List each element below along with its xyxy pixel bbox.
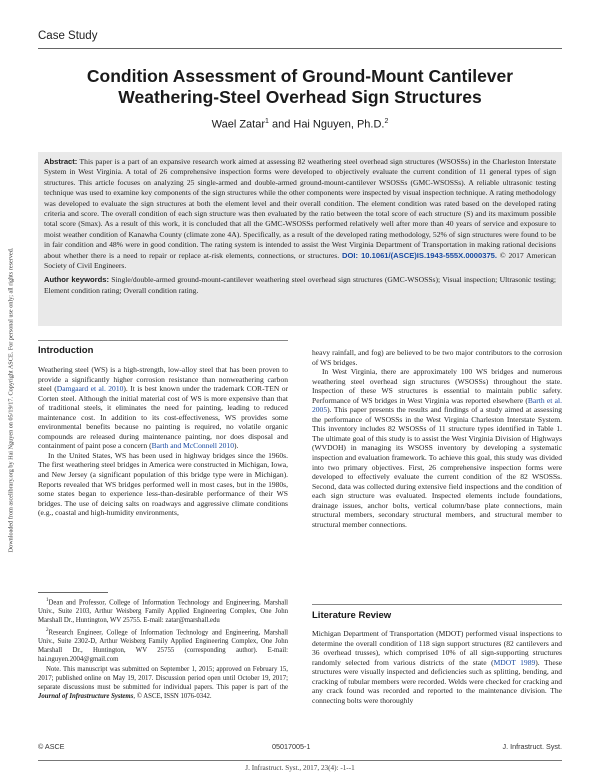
footnote-rule <box>38 592 108 593</box>
cite-damgaard[interactable]: Damgaard et al. 2010 <box>56 384 124 394</box>
title-line-2: Weathering-Steel Overhead Sign Structures <box>118 87 482 107</box>
author-line <box>38 118 562 131</box>
keywords-label: Author keywords: <box>44 275 109 285</box>
footnote-1-text: Dean and Professor, College of Information Technology and Engineering, Marshall Univ., Suite 2103, Arthur Weisberg Family Applied Engineering Complex, One John Marshall Dr., Huntington, WV 25755. E-mail: zatar@marshall.edu <box>38 599 288 624</box>
note-text-b: , © ASCE, ISSN 1076-0342. <box>133 692 212 700</box>
intro-p1-text-b: ). It is best known under the trademark COR-TEN or Corten steel. Although the initial material cost of WS is more expensive than that of traditional steels, it eliminates the need for painting, leading to reduced maintenance cost. In addition to its cost-effectiveness, WS provides some environmental benefits because no painting is required, no volatile organic compounds are released during maintenance painting, nor does disposal and containment of paint pose a concern ( <box>38 384 288 451</box>
cite-barth-2005[interactable]: Barth et al. 2005 <box>312 395 562 415</box>
footer-citation: J. Infrastruct. Syst., 2017, 23(4): -1--1 <box>245 764 355 772</box>
intro-body <box>38 365 288 518</box>
lit-rule <box>312 604 562 605</box>
intro-paragraph-2: In the United States, WS has been used in highway bridges since the 1960s. The first weathering steel bridges in America were constructed in Michigan, Iowa, and New Jersey (a significant population of this bridge type were in Michigan). Reports revealed that WS bridges performed well in most cases, but in the 1980s, some states began to experience less-than-desirable performance of their WS bridges. The use of deicing salts on roadways and aggressive climate conditions (e.g., coastal and high-humidity environments, <box>38 450 288 518</box>
right-paragraph-2 <box>312 367 562 529</box>
author-joiner: and <box>268 118 294 131</box>
footnote-1 <box>38 597 288 625</box>
author-2-affil[interactable]: 2 <box>384 118 389 125</box>
paper-title <box>38 66 562 108</box>
intro-rule <box>38 340 288 341</box>
title-line-1: Condition Assessment of Ground-Mount Cantilever <box>86 66 514 86</box>
footnote-2-mark: 2 <box>46 628 49 634</box>
abstract-text: This paper is a part of an expansive research work aimed at assessing 82 weathering steel overhead sign structures (WSOSSs) in the Charleston Interstate System in West Virginia. A total of 26 comprehensive inspection forms were developed to objectively evaluate the current condition of 11 general types of sign structures. This article focuses on analyzing 25 single-armed and double-armed ground-mount-cantilever WSOSSs (GMC-WSOSSs). A reliable ultrasonic testing technique was used to examine key components of the sign structures while the other components were inspected by visual inspection technique. A rating methodology was developed to evaluate the sign structures at both the element level and their overall condition. The element condition was rated based on the developed rating criteria and score. The overall condition of each sign structure was then evaluated by the ratio between the total score of each structure (S) and its maximum possible total score (Smax). As a result of this work, it is concluded that all the GMC-WSOSSs performed relatively well after more than 40 years of service and exposure to moist weather condition of Kanawha County (climate zone 4A). Specifically, as a result of the developed rating methodology, 52% of sign structures were found to be in fair condition and 48% were in good condition. The rating system is intended to assist the West Virginia Department of Transportation in making rational decisions about whether there is a need to repair or replace at-risk elements, connections, or structures. <box>44 157 556 260</box>
author-2-name[interactable]: Hai Nguyen, Ph.D. <box>293 118 385 131</box>
journal-name: Journal of Infrastructure Systems <box>38 692 134 700</box>
lit-paragraph-1 <box>312 629 562 705</box>
lit-p1-text-a: Michigan Department of Transportation (MDOT) performed visual inspections to determine the overall condition of 118 sign support structures (82 cantilevers and 36 overhead trusses), which comprised 10% of all sign-supporting structures randomly selected from various districts of the state ( <box>312 629 562 667</box>
footer-publisher: © ASCE <box>38 742 65 751</box>
right-paragraph-1: heavy rainfall, and fog) are believed to be two major contributors to the corrosion of WS bridges. <box>312 348 562 367</box>
author-1-affil[interactable]: 1 <box>265 118 269 125</box>
submission-note <box>38 666 288 701</box>
footnote-2 <box>38 627 288 664</box>
cite-barth-mcconnell[interactable]: Barth and McConnell 2010 <box>151 441 234 451</box>
cite-mdot[interactable]: MDOT 1989 <box>493 657 536 667</box>
header-rule <box>38 48 562 49</box>
footnote-1-mark: 1 <box>46 598 49 603</box>
footer-rule <box>38 760 562 761</box>
abstract-paragraph <box>44 157 556 271</box>
intro-p1-text-a: Weathering steel (WS) is a high-strength, low-alloy steel that has been proven to provide a significantly higher corrosion resistance than nonweathering carbon steel ( <box>38 365 288 394</box>
footnotes <box>38 597 288 701</box>
author-1-name[interactable]: Wael Zatar <box>211 118 265 131</box>
intro-paragraph-1 <box>38 365 288 451</box>
lit-p1-text-b: ). These structures were visually inspected and deficiencies such as splitting, bending, and cracking of tubular members were recorded. Welds were checked for cracking and any crack found was recorded and reported to the maintenance division. The connecting bolts were thoroughly <box>312 657 562 705</box>
right-p2-text-a: In West Virginia, there are approximately 100 WS bridges and numerous weathering steel overhead sign structures (WSOSSs) throughout the state. Inspection of these WS structures is essential to maintain public safety. Performance of WS bridges in West Virginia was reported elsewhere ( <box>312 367 562 405</box>
copyright-text: © 2017 American Society of Civil Engineers. <box>44 250 557 271</box>
intro-p1-text-c: ). <box>233 441 239 451</box>
right-column-body <box>312 348 562 529</box>
download-margin-note <box>4 190 18 610</box>
footnote-2-text: Research Engineer, College of Information Technology and Engineering, Marshall Univ., Suite 2302-D, Arthur Weisberg Family Applied Engineering Complex, One John Marshall Dr., Huntington, WV 25755 (corresponding author). E-mail: hai.nguyen.2004@gmail.com <box>38 629 288 663</box>
doi-link[interactable]: DOI: 10.1061/(ASCE)IS.1943-555X.0000375. <box>341 250 498 260</box>
footer-journal: J. Infrastruct. Syst. <box>502 742 562 751</box>
keywords-paragraph <box>44 275 556 296</box>
article-type-label: Case Study <box>38 30 98 42</box>
note-text-a: Note. This manuscript was submitted on September 1, 2015; approved on February 15, 2017; published online on May 19, 2017. Discussion period open until October 19, 2017; separate discussions must be submitted for individual papers. This paper is part of the <box>38 666 288 691</box>
keywords-text: Single/double-armed ground-mount-cantilever weathering steel overhead sign structures (GMC-WSOSSs); Visual inspection; Ultrasonic testing; Element condition rating; Overall condition rating. <box>44 275 556 295</box>
lit-heading: Literature Review <box>312 610 392 621</box>
download-note-text: Downloaded from ascelibrary.org by Hai Nguyen on 05/19/17. Copyright ASCE. For personal use only; all rights reserved. <box>7 247 15 553</box>
abstract-label: Abstract: <box>44 157 78 166</box>
lit-body <box>312 629 562 705</box>
abstract-box <box>38 152 562 326</box>
right-p2-text-b: ). This paper presents the results and findings of a study aimed at assessing the performance of WSOSSs in the West Virginia Charleston Interstate System. This inventory includes 82 WSOSSs of 11 structure types identified in Table 1. The ultimate goal of this study is to assist the West Virginia Division of Highways (WVDOH) in managing its WSOSS inventory by developing a systematic inspection and evaluation framework. To achieve this goal, this study was divided into two primary objectives. First, 26 comprehensive inspection forms were developed to effectively evaluate the current condition of the 82 WSOSSs. Second, data was collected during extensive field inspections and the condition of each sign structure was evaluated. Inspected elements include foundations, drainage issues, anchor bolts, vertical column/base plate connections, main structural members, secondary structural members, and structural member to structural member connections. <box>312 405 562 529</box>
footer-article-number: 05017005-1 <box>272 742 311 751</box>
intro-heading: Introduction <box>38 345 94 356</box>
